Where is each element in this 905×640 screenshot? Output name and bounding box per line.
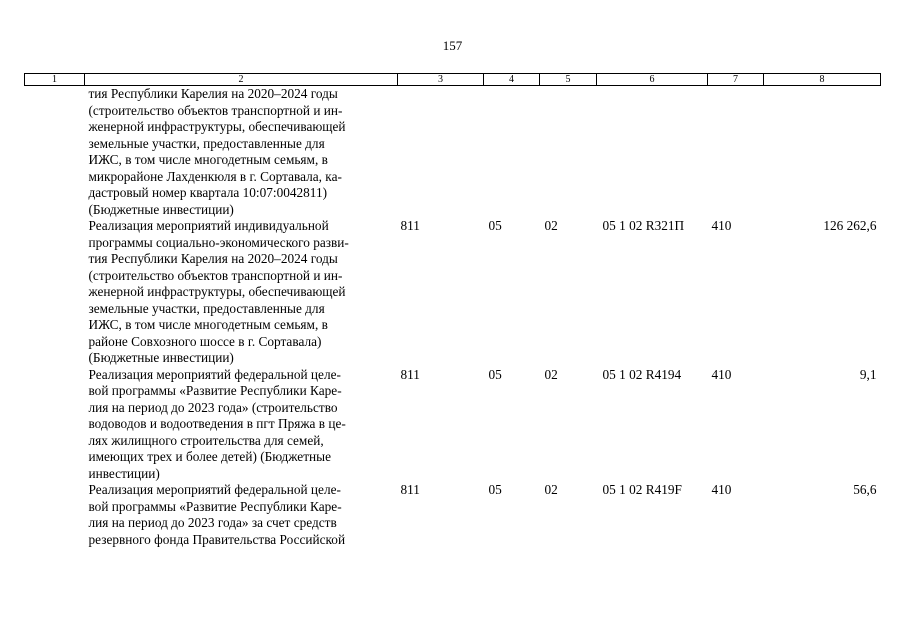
section-cell: 05 bbox=[488, 218, 502, 233]
section-cell: 05 bbox=[488, 482, 502, 497]
row-description bbox=[85, 482, 398, 548]
subsection-cell: 02 bbox=[544, 366, 558, 382]
description-line: лия на период до 2023 года» за счет средств bbox=[88, 515, 337, 530]
amount-cell: 56,6 bbox=[853, 482, 877, 497]
description-line: резервного фонда Правительства Российской bbox=[88, 531, 346, 547]
table-header bbox=[25, 74, 881, 86]
row-number-cell bbox=[25, 86, 85, 219]
column-header: 4 bbox=[484, 74, 540, 86]
description-line: Реализация мероприятий федеральной целе- bbox=[88, 366, 341, 382]
description-line: инвестиции) bbox=[88, 465, 160, 481]
description-line: вой программы «Развитие Республики Каре- bbox=[88, 383, 342, 398]
description-line: (строительство объектов транспортной и ин- bbox=[88, 102, 343, 118]
description-line: (Бюджетные инвестиции) bbox=[88, 201, 234, 217]
table-row bbox=[25, 367, 881, 483]
column-header: 5 bbox=[540, 74, 597, 86]
description-line: тия Республики Карелия на 2020–2024 годы bbox=[88, 251, 338, 266]
description-line: водоводов и водоотведения в пгт Пряжа в це- bbox=[88, 416, 346, 431]
target-article-cell: 05 1 02 R419F bbox=[602, 482, 682, 497]
row-description bbox=[85, 367, 398, 483]
amount-cell: 9,1 bbox=[859, 366, 877, 382]
row-description bbox=[85, 218, 398, 367]
column-header: 1 bbox=[25, 74, 85, 86]
row-description bbox=[85, 86, 398, 219]
ministry-code-cell: 811 bbox=[400, 366, 420, 382]
target-article-cell: 05 1 02 R4194 bbox=[602, 366, 682, 382]
description-line: лях жилищного строительства для семей, bbox=[88, 432, 324, 448]
description-line: программы социально-экономического разви- bbox=[88, 234, 349, 250]
description-line: тия Республики Карелия на 2020–2024 годы bbox=[88, 86, 338, 101]
description-line: земельные участки, предоставленные для bbox=[88, 300, 325, 316]
description-line: (строительство объектов транспортной и ин- bbox=[88, 267, 343, 283]
ministry-code-cell: 811 bbox=[400, 482, 420, 497]
description-line: лия на период до 2023 года» (строительство bbox=[88, 399, 338, 415]
target-article-cell bbox=[597, 86, 708, 219]
description-line: ИЖС, в том числе многодетным семьям, в bbox=[88, 152, 328, 167]
row-number-cell bbox=[25, 218, 85, 367]
ministry-code-cell: 811 bbox=[400, 218, 420, 233]
table-row bbox=[25, 482, 881, 548]
page-number: 157 bbox=[442, 38, 463, 53]
column-header: 6 bbox=[597, 74, 708, 86]
description-line: микрорайоне Лахденкюля в г. Сортавала, ка- bbox=[88, 168, 342, 184]
subsection-cell: 02 bbox=[544, 482, 558, 497]
description-line: районе Совхозного шоссе в г. Сортавала) bbox=[88, 333, 322, 349]
table-row bbox=[25, 218, 881, 367]
expense-type-cell: 410 bbox=[711, 366, 732, 382]
description-line: (Бюджетные инвестиции) bbox=[88, 350, 234, 365]
section-cell: 05 bbox=[488, 366, 502, 382]
amount-cell bbox=[764, 86, 881, 219]
description-line: ИЖС, в том числе многодетным семьям, в bbox=[88, 317, 328, 332]
section-cell bbox=[484, 86, 540, 219]
description-line: Реализация мероприятий индивидуальной bbox=[88, 218, 329, 233]
expense-type-cell bbox=[708, 86, 764, 219]
subsection-cell: 02 bbox=[544, 218, 558, 233]
description-line: Реализация мероприятий федеральной целе- bbox=[88, 482, 341, 497]
column-header: 8 bbox=[764, 74, 881, 86]
amount-cell: 126 262,6 bbox=[823, 218, 877, 233]
ministry-code-cell bbox=[398, 86, 484, 219]
description-line: женерной инфраструктуры, обеспечивающей bbox=[88, 119, 346, 134]
description-line: женерной инфраструктуры, обеспечивающей bbox=[88, 284, 346, 299]
row-number-cell bbox=[25, 367, 85, 483]
table-row bbox=[25, 86, 881, 219]
row-number-cell bbox=[25, 482, 85, 548]
description-line: вой программы «Развитие Республики Каре- bbox=[88, 498, 342, 514]
column-header: 7 bbox=[708, 74, 764, 86]
column-header: 2 bbox=[85, 74, 398, 86]
table-body bbox=[25, 86, 881, 549]
description-line: земельные участки, предоставленные для bbox=[88, 135, 325, 151]
budget-table bbox=[24, 73, 881, 548]
target-article-cell: 05 1 02 R321П bbox=[602, 218, 685, 233]
column-header: 3 bbox=[398, 74, 484, 86]
expense-type-cell: 410 bbox=[711, 482, 732, 497]
subsection-cell bbox=[540, 86, 597, 219]
expense-type-cell: 410 bbox=[711, 218, 732, 233]
description-line: имеющих трех и более детей) (Бюджетные bbox=[88, 449, 331, 464]
description-line: дастровый номер квартала 10:07:0042811) bbox=[88, 185, 328, 200]
